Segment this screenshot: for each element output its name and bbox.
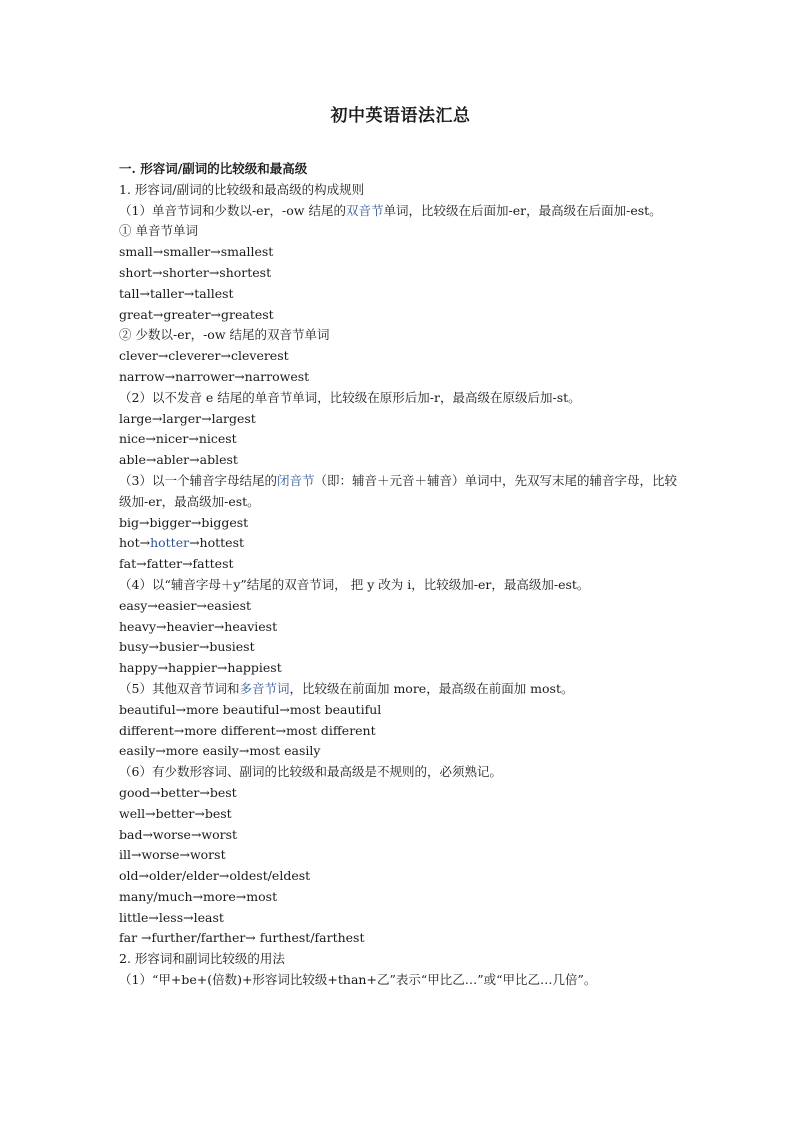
term-link[interactable]: 双音节 bbox=[345, 202, 384, 218]
rule-text: （3）以一个辅音字母结尾的 bbox=[119, 472, 277, 488]
example-line: narrow→narrower→narrowest bbox=[119, 368, 310, 384]
example-line: short→shorter→shortest bbox=[119, 264, 272, 280]
subsection-title: 2. 形容词和副词比较级的用法 bbox=[119, 951, 285, 967]
subsection-title: 1. 形容词/副词的比较级和最高级的构成规则 bbox=[119, 181, 365, 197]
example-line: little→less→least bbox=[119, 909, 224, 925]
example-line: different→more different→most different bbox=[119, 722, 376, 738]
example-line: easy→easier→easiest bbox=[119, 597, 252, 613]
section-heading: 一. 形容词/副词的比较级和最高级 bbox=[119, 161, 308, 176]
rule-text: （1）单音节词和少数以-er，-ow 结尾的 bbox=[119, 202, 346, 218]
example-line: tall→taller→tallest bbox=[119, 285, 234, 301]
rule-paragraph: （6）有少数形容词、副词的比较级和最高级是不规则的，必须熟记。 bbox=[119, 764, 502, 780]
rule-text: （5）其他双音节词和 bbox=[119, 680, 240, 696]
example-line: easily→more easily→most easily bbox=[119, 743, 321, 759]
rule-paragraph: （4）以“辅音字母＋y”结尾的双音节词， 把 y 改为 i，比较级加-er，最高级加-est。 bbox=[119, 576, 590, 592]
example-line: great→greater→greatest bbox=[119, 306, 274, 322]
document-title: 初中英语语法汇总 bbox=[330, 106, 471, 126]
example-line: fat→fatter→fattest bbox=[119, 556, 234, 572]
example-line: well→better→best bbox=[119, 805, 232, 821]
rule-paragraph: （2）以不发音 e 结尾的单音节单词，比较级在原形后加-r，最高级在原级后加-st。 bbox=[119, 389, 581, 405]
example-text: hot→ bbox=[119, 535, 151, 551]
example-line: many/much→more→most bbox=[119, 888, 278, 904]
rule-paragraph bbox=[119, 201, 682, 222]
example-line: old→older/elder→oldest/eldest bbox=[119, 868, 311, 884]
rule-paragraph bbox=[119, 471, 682, 513]
term-link[interactable]: 多音节词 bbox=[239, 680, 290, 696]
example-line: ill→worse→worst bbox=[119, 847, 226, 863]
rule-text: （即：辅音＋元音＋辅音）单词中，先双写末尾的辅音字母，比较级加-er，最高级加-est。 bbox=[119, 472, 677, 509]
example-line: beautiful→more beautiful→most beautiful bbox=[119, 701, 382, 717]
example-line: small→smaller→smallest bbox=[119, 244, 274, 260]
example-line bbox=[119, 533, 682, 554]
term-link[interactable]: 闭音节 bbox=[276, 472, 315, 488]
usage-paragraph: （1）“甲+be+(倍数)+形容词比较级+than+乙”表示“甲比乙…”或“甲比乙…几倍”。 bbox=[119, 972, 597, 988]
rule-text: 单词，比较级在后面加-er，最高级在后面加-est。 bbox=[383, 202, 662, 218]
example-line: clever→cleverer→cleverest bbox=[119, 348, 289, 364]
example-line: able→abler→ablest bbox=[119, 452, 238, 468]
rule-subheading: ② 少数以-er，-ow 结尾的双音节单词 bbox=[119, 327, 330, 343]
rule-paragraph bbox=[119, 679, 682, 700]
example-line: bad→worse→worst bbox=[119, 826, 238, 842]
rule-text: ，比较级在前面加 more，最高级在前面加 most。 bbox=[289, 680, 574, 696]
example-line: large→larger→largest bbox=[119, 410, 256, 426]
example-line: happy→happier→happiest bbox=[119, 660, 282, 676]
word-link[interactable]: hotter bbox=[150, 535, 190, 551]
example-line: heavy→heavier→heaviest bbox=[119, 618, 278, 634]
example-line: far →further/farther→ furthest/farthest bbox=[119, 930, 365, 946]
example-text: →hottest bbox=[189, 535, 245, 551]
example-line: big→bigger→biggest bbox=[119, 514, 249, 530]
document-body bbox=[119, 159, 682, 991]
example-line: good→better→best bbox=[119, 784, 237, 800]
rule-subheading: ① 单音节单词 bbox=[119, 223, 198, 239]
example-line: busy→busier→busiest bbox=[119, 639, 255, 655]
example-line: nice→nicer→nicest bbox=[119, 431, 237, 447]
